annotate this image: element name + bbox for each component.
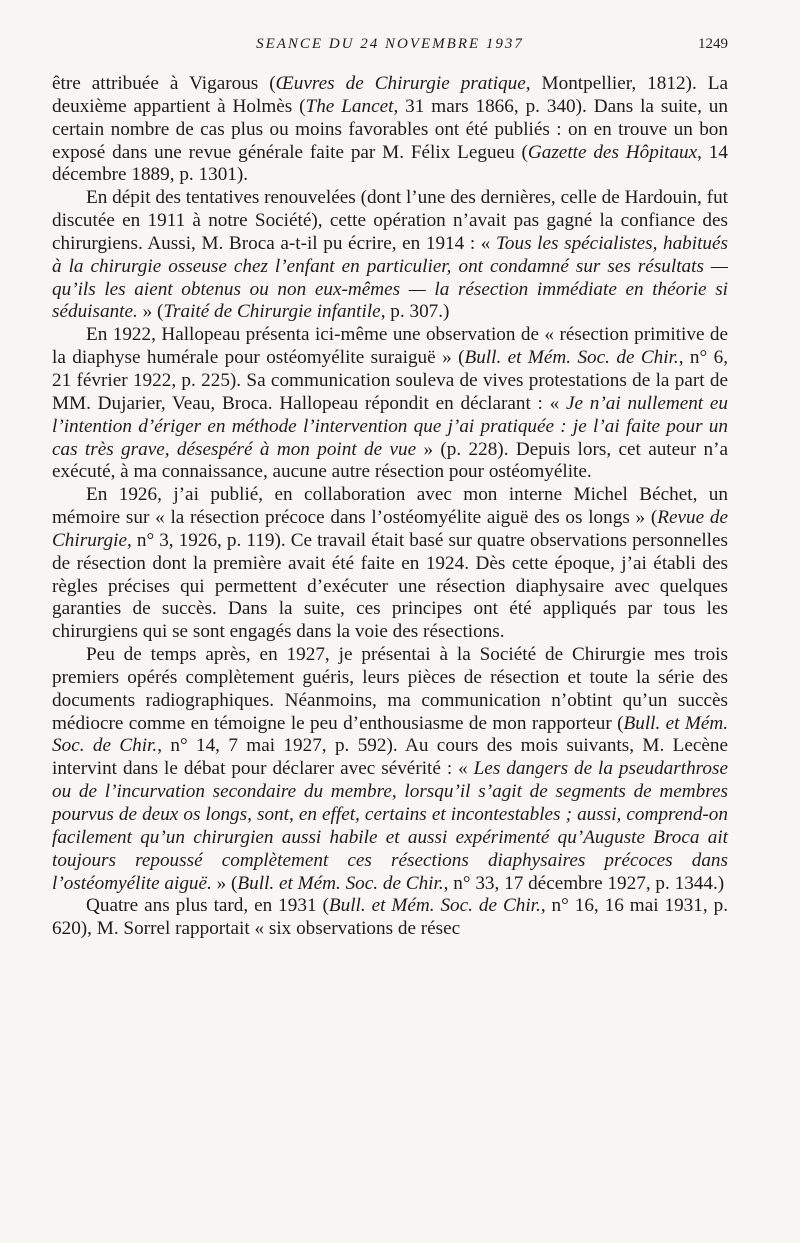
page-number: 1249 [698, 36, 728, 52]
italic-run: Les dangers de la pseudarthrose ou de l’incurvation secondaire du membre, lorsqu’il s’agit de segments de membres pourvus de deux os longs, sont, en effet, certains et incontestables ; aussi, comprend-on facilement qu’un chirurgien aussi habile et aussi expérimenté qu’Auguste Broca ait toujours repoussé complètement ces résections diaphysaires précoces dans l’ostéomyélite aiguë. [52, 758, 728, 894]
italic-run: Je n’ai nullement eu l’intention d’ériger en méthode l’intervention que j’ai pratiquée : je l’ai faite pour un cas très grave, désespéré à mon point de vue [52, 392, 729, 460]
text-run: , n° 3, 1926, p. 119). Ce travail était basé sur quatre observations personnelles de résection dont la première avait été faite en 1924. Dès cette époque, j’ai établi des règles précises qui permettent d’exécuter une résection diaphysaire avec quelques garanties de succès. Dans la suite, ces principes ont été appliqués par tous les chirurgiens qui se sont engagés dans la voie des résections. [52, 529, 728, 643]
text-run: » ( [211, 872, 238, 894]
paragraph [52, 644, 728, 895]
paragraph [52, 73, 728, 187]
italic-run: Bull. et Mém. Soc. de Chir. [328, 895, 541, 917]
text-run: , n° 6, 21 février 1922, p. 225). Sa communication souleva de vives protestations de la part de MM. Dujarier, Veau, Broca. Hallopeau répondit en déclarant : « [52, 347, 728, 414]
text-run: , n° 33, 17 décembre 1927, p. 1344.) [443, 872, 725, 894]
italic-run: Bull. et Mém. Soc. de Chir. [464, 347, 679, 369]
text-run: » (p. 228). Depuis lors, cet auteur n’a exécuté, à ma connaissance, aucune autre résection pour ostéomyélite. [52, 438, 728, 483]
text-run: En 1926, j’ai publié, en collaboration avec mon interne Michel Béchet, un mémoire sur « la résection précoce dans l’ostéomyélite aiguë des os longs » ( [52, 484, 728, 529]
text-run: Peu de temps après, en 1927, je présentai à la Société de Chirurgie mes trois premiers opérés complètement guéris, leurs pièces de résection et toute la série des documents radiographiques. Néanmoins, ma communication n’obtint qu’un succès médiocre comme en témoigne le peu d’enthousiasme de mon rapporteur ( [52, 644, 728, 734]
document-page [52, 0, 728, 1243]
text-run: En 1922, Hallopeau présenta ici-même une observation de « résection primitive de la diaphyse humérale pour ostéomyélite suraiguë » ( [52, 324, 728, 369]
italic-run: Revue de Chirurgie [52, 507, 728, 551]
running-head: SEANCE DU 24 NOVEMBRE 1937 [256, 36, 524, 52]
text-run: » ( [137, 301, 164, 323]
text-run: être attribuée à Vigarous ( [52, 73, 276, 94]
text-run: , 31 mars 1866, p. 340). Dans la suite, un certain nombre de cas plus ou moins favorables ont été publiés : on en trouve un bon exposé dans une revue générale faite par M. Félix Legueu ( [52, 95, 728, 163]
text-run: , Montpellier, 1812). La deuxième appartient à Holmès ( [52, 73, 728, 117]
text-run: , n° 14, 7 mai 1927, p. 592). Au cours des mois suivants, M. Lecène intervint dans le débat pour déclarer avec sévérité : « [52, 735, 728, 780]
italic-run: Tous les spécialistes, habitués à la chirurgie osseuse chez l’enfant en particulier, ont condamné sur ses résultats — qu’ils les aient obtenus ou non eux-mêmes — la résection immédiate en théorie si séduisante. [52, 232, 729, 323]
text-run: , 14 décembre 1889, p. 1301). [52, 141, 728, 186]
page-header [52, 36, 728, 56]
paragraph [52, 484, 728, 644]
text-run: Quatre ans plus tard, en 1931 ( [86, 895, 329, 917]
text-run: , n° 16, 16 mai 1931, p. 620), M. Sorrel rapportait « six observations de résec [52, 895, 728, 940]
text-run: En dépit des tentatives renouvelées (dont l’une des dernières, celle de Hardouin, fut discutée en 1911 à notre Société), cette opération n’avait pas gagné la confiance des chirurgiens. Aussi, M. Broca a-t-il pu écrire, en 1914 : « [52, 187, 728, 254]
italic-run: Traité de Chirurgie infantile [163, 301, 381, 323]
italic-run: Gazette des Hôpitaux [527, 141, 698, 163]
body-text [52, 73, 728, 941]
italic-run: Bull. et Mém. Soc. de Chir. [52, 712, 728, 757]
paragraph [52, 187, 728, 324]
italic-run: Œuvres de Chirurgie pratique [275, 73, 526, 94]
italic-run: The Lancet [305, 95, 394, 117]
paragraph [52, 324, 728, 484]
paragraph [52, 895, 728, 941]
italic-run: Bull. et Mém. Soc. de Chir. [237, 872, 444, 894]
text-run: , p. 307.) [380, 301, 450, 323]
